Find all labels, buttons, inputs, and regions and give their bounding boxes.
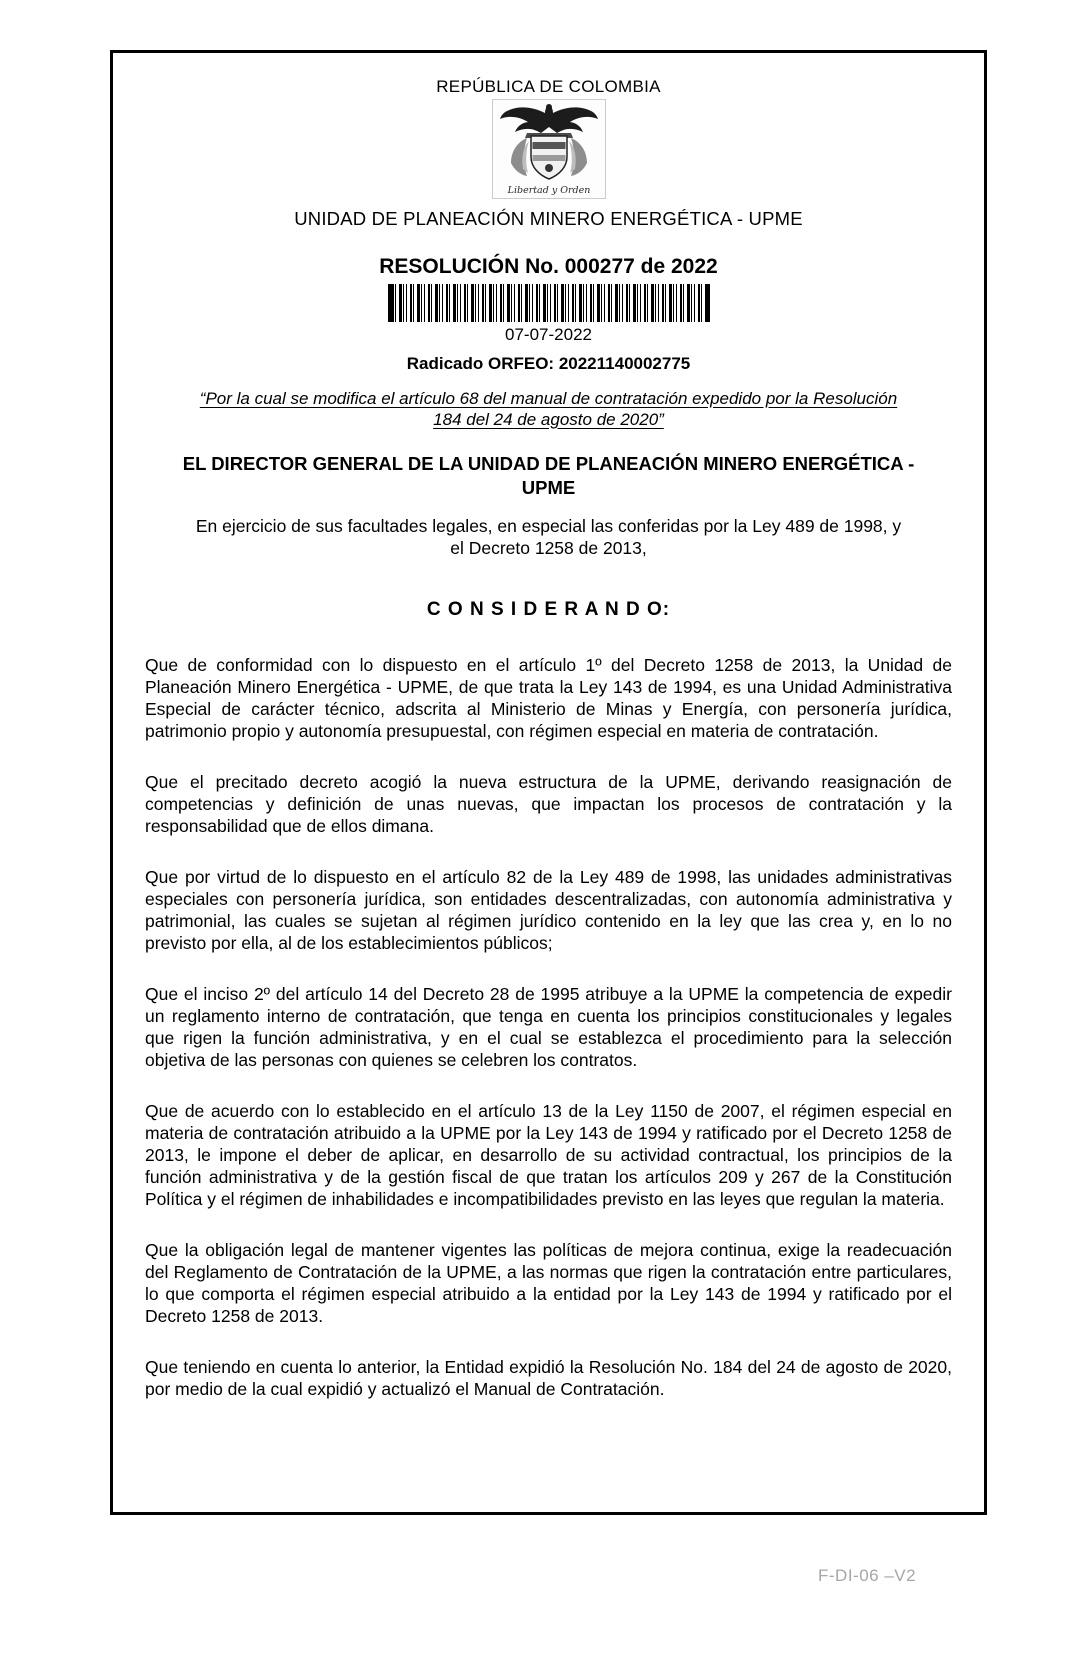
paragraph: Que por virtud de lo dispuesto en el artículo 82 de la Ley 489 de 1998, las unidades administrativas especiales con personería jurídica, son entidades descentralizadas, con autonomía administrativa y patrimonial, las cuales se sujetan al régimen jurídico contenido en la ley que las crea y, en lo no previsto por ella, al de los establecimientos públicos;	[145, 867, 952, 953]
paragraph: Que el precitado decreto acogió la nueva estructura de la UPME, derivando reasignación de competencias y definición de unas nuevas, que impactan los procesos de contratación y la responsabilidad que de ellos dimana.	[145, 772, 952, 836]
issuer-line: UPME	[521, 477, 576, 498]
authority-statement	[145, 515, 952, 559]
authority-line: En ejercicio de sus facultades legales, en especial las conferidas por la Ley 489 de 1998, y	[195, 516, 902, 536]
considerando-heading: C O N S I D E R A N D O:	[426, 599, 671, 620]
resolution-title: RESOLUCIÓN No. 000277 de 2022	[379, 255, 718, 278]
paragraph: Que de conformidad con lo dispuesto en el artículo 1º del Decreto 1258 de 2013, la Unidad de Planeación Minero Energética - UPME, de que trata la Ley 143 de 1994, es una Unidad Administrativa Especial de carácter técnico, adscrita al Ministerio de Minas y Energía, con personería jurídica, patrimonio propio y autonomía presupuestal, con régimen especial en materia de contratación.	[145, 655, 952, 741]
crest-motto: Libertad y Orden	[507, 185, 590, 196]
resolution-date: 07-07-2022	[505, 325, 592, 344]
subject-line: 184 del 24 de agosto de 2020”	[433, 409, 664, 429]
authority-line: el Decreto 1258 de 2013,	[450, 538, 647, 558]
paragraph: Que el inciso 2º del artículo 14 del Decreto 28 de 1995 atribuye a la UPME la competencia de expedir un reglamento interno de contratación, que tenga en cuenta los principios constitucionales y legales que rigen la función administrativa, y en el cual se establezca el procedimiento para la selección objetiva de las personas con quienes se celebren los contratos.	[145, 984, 952, 1070]
colombia-coat-of-arms	[492, 99, 606, 199]
issuer-heading	[145, 452, 952, 500]
coat-of-arms-icon	[492, 99, 606, 199]
form-code-footer: F-DI-06 –V2	[818, 1566, 917, 1585]
radicado-orfeo: Radicado ORFEO: 20221140002775	[406, 354, 691, 373]
entity-name: UNIDAD DE PLANEACIÓN MINERO ENERGÉTICA - UPME	[294, 208, 803, 229]
document-border-frame	[110, 50, 987, 1515]
paragraph: Que la obligación legal de mantener vigentes las políticas de mejora continua, exige la readecuación del Reglamento de Contratación de la UPME, a las normas que rigen la contratación entre particulares, lo que comporta el régimen especial atribuido a la entidad por la Ley 143 de 1994 y ratificado por el Decreto 1258 de 2013.	[145, 1240, 952, 1326]
subject-line: “Por la cual se modifica el artículo 68 del manual de contratación expedido por la Resolución	[199, 389, 898, 408]
issuer-line: EL DIRECTOR GENERAL DE LA UNIDAD DE PLANEACIÓN MINERO ENERGÉTICA -	[182, 453, 915, 474]
paragraph: Que teniendo en cuenta lo anterior, la Entidad expidió la Resolución No. 184 del 24 de agosto de 2020, por medio de la cual expidió y actualizó el Manual de Contratación.	[145, 1357, 952, 1399]
considerando-body	[145, 654, 952, 1400]
resolution-subject	[145, 389, 952, 430]
barcode	[388, 284, 710, 322]
paragraph: Que de acuerdo con lo establecido en el artículo 13 de la Ley 1150 de 2007, el régimen especial en materia de contratación atribuido a la UPME por la Ley 143 de 1994 y ratificado por el Decreto 1258 de 2013, le impone el deber de aplicar, en desarrollo de su actividad contractual, los principios de la función administrativa y de la gestión fiscal de que tratan los artículos 209 y 267 de la Constitución Política y el régimen de inhabilidades e incompatibilidades previsto en las leyes que regulan la materia.	[145, 1101, 952, 1209]
republic-title: REPÚBLICA DE COLOMBIA	[436, 77, 661, 96]
